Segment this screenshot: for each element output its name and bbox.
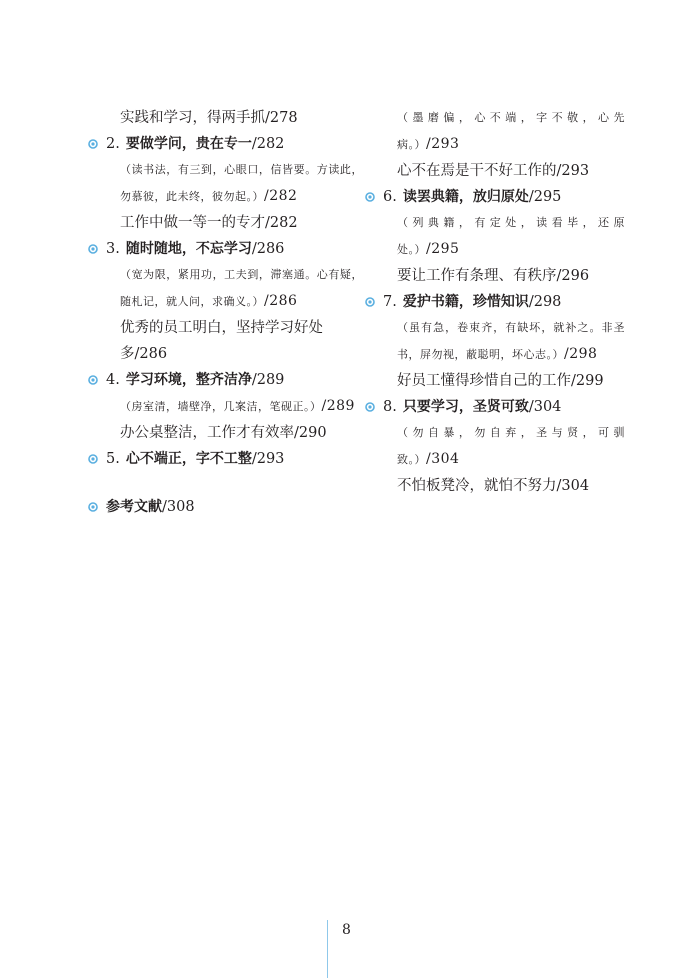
toc-subentry: 好员工懂得珍惜自己的工作/299 xyxy=(397,373,604,389)
toc-subentry: 办公桌整洁，工作才有效率/290 xyxy=(120,425,327,441)
bullet-icon xyxy=(365,192,375,202)
section-number: 6. xyxy=(383,189,397,205)
toc-subentry: 心不在焉是干不好工作的/293 xyxy=(397,163,590,179)
section-title: 学习环境，整齐洁净 xyxy=(125,372,252,388)
section-number: 8. xyxy=(383,399,397,415)
section-page: /282 xyxy=(251,136,285,152)
classical-quote xyxy=(397,210,625,263)
section-page: /286 xyxy=(251,241,285,257)
section-title: 爱护书籍，珍惜知识 xyxy=(402,294,529,310)
classical-quote xyxy=(397,420,625,473)
toc-section-entry[interactable] xyxy=(88,236,363,262)
bullet-icon xyxy=(88,454,98,464)
toc-section-entry[interactable] xyxy=(365,184,625,210)
section-number: 2. xyxy=(106,136,120,152)
toc-section-entry[interactable] xyxy=(88,494,363,520)
quote-page: /293 xyxy=(426,136,460,152)
toc-subentry: 多/286 xyxy=(120,346,168,362)
section-title: 心不端正，字不工整 xyxy=(125,451,252,467)
quote-text: （虽有急，卷束齐，有缺坏，就补之。非圣书，屏勿视，蔽聪明，坏心志。） xyxy=(397,321,625,361)
bullet-icon xyxy=(88,244,98,254)
section-number: 4. xyxy=(106,372,120,388)
quote-text: （宽为限，紧用功，工夫到，滞塞通。心有疑，随札记，就人问，求确义。） xyxy=(120,268,363,308)
quote-page: /289 xyxy=(321,398,355,414)
section-page: /295 xyxy=(528,189,562,205)
toc-section-entry[interactable] xyxy=(88,367,363,393)
quote-page: /304 xyxy=(426,451,460,467)
quote-text: （勿自暴，勿自弃，圣与贤，可驯致。） xyxy=(397,426,625,466)
quote-text: （列典籍，有定处，读看毕，还原处。） xyxy=(397,216,625,256)
classical-quote xyxy=(120,393,363,420)
classical-quote xyxy=(120,157,363,210)
footer-divider xyxy=(327,920,328,978)
toc-section-entry[interactable] xyxy=(365,289,625,315)
classical-quote xyxy=(120,262,363,315)
toc-subentry: 要让工作有条理、有秩序/296 xyxy=(397,268,590,284)
toc-right-column xyxy=(365,105,625,499)
quote-page: /282 xyxy=(264,188,298,204)
toc-section-entry[interactable] xyxy=(365,394,625,420)
quote-page: /298 xyxy=(564,346,598,362)
quote-text: （读书法，有三到，心眼口，信皆要。方读此，勿慕彼，此未终，彼勿起。） xyxy=(120,163,363,203)
section-number: 7. xyxy=(383,294,397,310)
section-number: 5. xyxy=(106,451,120,467)
bullet-icon xyxy=(365,297,375,307)
quote-text: （房室清，墙壁净，几案洁，笔砚正。） xyxy=(120,400,322,413)
section-page: /308 xyxy=(162,499,195,515)
quote-text: （墨磨偏，心不端，字不敬，心先病。） xyxy=(397,111,625,151)
toc-subentry: 不怕板凳冷，就怕不努力/304 xyxy=(397,478,590,494)
section-page: /293 xyxy=(251,451,285,467)
section-page: /289 xyxy=(251,372,285,388)
section-title: 随时随地，不忘学习 xyxy=(125,241,252,257)
section-title: 要做学问，贵在专一 xyxy=(125,136,252,152)
quote-page: /286 xyxy=(264,293,298,309)
toc-left-column xyxy=(88,105,363,520)
section-number: 3. xyxy=(106,241,120,257)
toc-subentry: 工作中做一等一的专才/282 xyxy=(120,215,298,231)
quote-page: /295 xyxy=(426,241,460,257)
section-page: /304 xyxy=(528,399,562,415)
page-number: 8 xyxy=(342,922,351,938)
bullet-icon xyxy=(88,375,98,385)
section-title: 只要学习，圣贤可致 xyxy=(402,399,529,415)
classical-quote xyxy=(397,315,625,368)
bullet-icon xyxy=(88,139,98,149)
section-gap xyxy=(88,472,363,494)
section-title: 读罢典籍，放归原处 xyxy=(402,189,529,205)
classical-quote xyxy=(397,105,625,158)
section-title: 参考文献 xyxy=(106,499,162,515)
bullet-icon xyxy=(88,502,98,512)
toc-subentry: 优秀的员工明白，坚持学习好处 xyxy=(120,320,323,336)
toc-subentry: 实践和学习，得两手抓/278 xyxy=(120,110,298,126)
section-page: /298 xyxy=(528,294,562,310)
toc-section-entry[interactable] xyxy=(88,131,363,157)
toc-section-entry[interactable] xyxy=(88,446,363,472)
bullet-icon xyxy=(365,402,375,412)
